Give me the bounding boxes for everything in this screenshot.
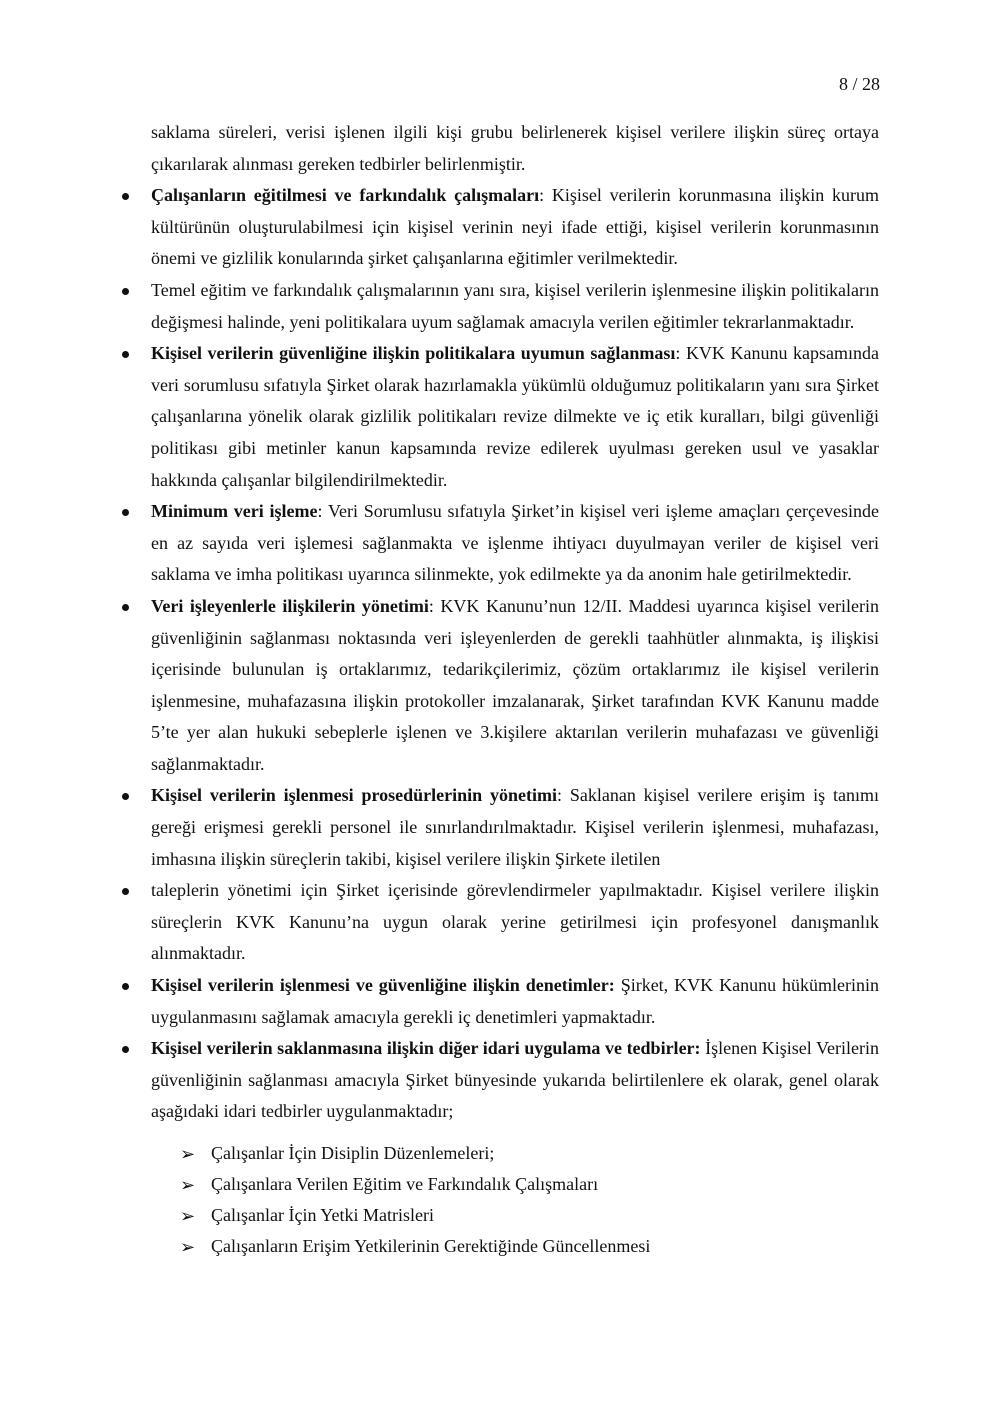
list-item: [151, 970, 879, 1033]
list-item-title: Kişisel verilerin işlenmesi ve güvenliğine ilişkin denetimler:: [151, 975, 615, 996]
bullet-list: [151, 180, 879, 1128]
bullet-icon: [122, 509, 129, 516]
arrow-list: [151, 1138, 879, 1262]
list-item-title: Çalışanların eğitilmesi ve farkındalık çalışmaları: [151, 185, 540, 206]
list-item-text: İşlenen Kişisel Verilerin güvenliğinin sağlanması amacıyla Şirket bünyesinde yukarıda belirtilenlere ek olarak, genel olarak aşağıdaki idari tedbirler uygulanmaktadır;: [151, 1038, 879, 1122]
arrow-list-item: ➢ Çalışanlar İçin Yetki Matrisleri: [211, 1200, 879, 1231]
list-item-title: Minimum veri işleme: [151, 501, 318, 522]
list-item-text: Kişisel verilerin korunmasına ilişkin kurum kültürünün oluşturulabilmesi için kişisel verinin neyi ifade ettiği, kişisel verilerin korunmasının önemi ve gizlilik konularında şirket çalışanlarına eğitimler verilmektedir.: [151, 185, 879, 269]
list-item: Çalışanların eğitilmesi ve farkındalık çalışmaları: Kişisel verilerin korunmasına ilişkin kurum kültürünün oluşturulabilmesi için kişisel verinin neyi ifade ettiği, kişisel verilerin korunmasının önemi ve gizlilik konularında şirket çalışanlarına eğitimler verilmektedir.: [151, 180, 879, 275]
list-item-title: Veri işleyenlerle ilişkilerin yönetimi: [151, 595, 429, 616]
list-item: Veri işleyenlerle ilişkilerin yönetimi: KVK Kanunu’nun 12/II. Maddesi uyarınca kişisel verilerin güvenliğinin sağlanması noktasında veri işleyenlerden de gerekli taahhütler alınmakta, iş ilişkisi içerisinde bulunulan iş ortaklarımız, tedarikçilerimiz, çözüm ortaklarımız ile kişisel verilerin işlenmesine, muhafazasına ilişkin protokoller imzalanarak, Şirket tarafından KVK Kanunu madde 5’te yer alan hukuki sebeplerle işlenen ve 3.kişilere aktarılan verilerin muhafazası ve güvenliği sağlanmaktadır.: [151, 591, 879, 781]
list-item: Kişisel verilerin güvenliğine ilişkin politikalara uyumun sağlanması: KVK Kanunu kapsamında veri sorumlusu sıfatıyla Şirket olarak hazırlamakla yükümlü olduğumuz politikaların yanı sıra Şirket çalışanlarına yönelik olarak gizlilik politikaları revize dilmekte ve iç etik kuralları, bilgi güvenliği politikası gibi metinler kanun kapsamında revize edilerek uyulması gereken usul ve yasaklar hakkında çalışanlar bilgilendirilmektedir.: [151, 338, 879, 496]
list-item: [151, 275, 879, 338]
bullet-icon: [122, 604, 129, 611]
list-item-text: KVK Kanunu kapsamında veri sorumlusu sıfatıyla Şirket olarak hazırlamakla yükümlü olduğumuz politikaların yanı sıra Şirket çalışanlarına yönelik olarak gizlilik politikaları revize dilmekte ve iç etik kuralları, bilgi güvenliği politikası gibi metinler kanun kapsamında revize edilerek uyulması gereken usul ve yasaklar hakkında çalışanlar bilgilendirilmektedir.: [151, 343, 879, 490]
arrow-bullet-icon: ➢: [180, 1144, 196, 1165]
list-item-text: Temel eğitim ve farkındalık çalışmalarının yanı sıra, kişisel verilerin işlenmesine ilişkin politikaların değişmesi halinde, yeni politikalara uyum sağlamak amacıyla verilen eğitimler tekrarlanmaktadır.: [151, 279, 879, 332]
arrow-list-item: ➢ Çalışanlar İçin Disiplin Düzenlemeleri;: [211, 1138, 879, 1169]
arrow-bullet-icon: ➢: [180, 1206, 196, 1227]
list-item-text: taleplerin yönetimi için Şirket içerisinde görevlendirmeler yapılmaktadır. Kişisel verilere ilişkin süreçlerin KVK Kanunu’na uygun olarak yerine getirilmesi için profesyonel danışmanlık alınmaktadır.: [151, 880, 879, 964]
intro-paragraph: saklama süreleri, verisi işlenen ilgili kişi grubu belirlenerek kişisel verilere ilişkin süreç ortaya çıkarılarak alınması gereken tedbirler belirlenmiştir.: [151, 122, 879, 174]
bullet-icon: [122, 1046, 129, 1053]
list-item-title: Kişisel verilerin saklanmasına ilişkin diğer idari uygulama ve tedbirler:: [151, 1038, 701, 1059]
bullet-icon: [122, 888, 129, 895]
document-body: [151, 117, 879, 1262]
arrow-bullet-icon: ➢: [180, 1175, 196, 1196]
list-item: Kişisel verilerin işlenmesi prosedürlerinin yönetimi: Saklanan kişisel verilere erişim iş tanımı gereği erişmesi gerekli personel ile sınırlandırılmaktadır. Kişisel verilerin işlenmesi, muhafazası, imhasına ilişkin süreçlerin takibi, kişisel verilere ilişkin Şirkete iletilen: [151, 780, 879, 875]
list-item: Minimum veri işleme: Veri Sorumlusu sıfatıyla Şirket’in kişisel veri işleme amaçları çerçevesinde en az sayıda veri işlemesi sağlanmakta ve işlenme ihtiyacı duyulmayan veriler de kişisel veri saklama ve imha politikası uyarınca silinmekte, yok edilmekte ya da anonim hale getirilmektedir.: [151, 496, 879, 591]
bullet-icon: [122, 193, 129, 200]
list-item: [151, 875, 879, 970]
list-item-text: Şirket, KVK Kanunu hükümlerinin uygulanmasını sağlamak amacıyla gerekli iç denetimleri yapmaktadır.: [151, 975, 880, 1027]
list-item: [151, 1033, 879, 1128]
list-item-text: Saklanan kişisel verilere erişim iş tanımı gereği erişmesi gerekli personel ile sınırlandırılmaktadır. Kişisel verilerin işlenmesi, muhafazası, imhasına ilişkin süreçlerin takibi, kişisel verilere ilişkin Şirkete iletilen: [151, 785, 879, 869]
arrow-list-item: ➢ Çalışanlara Verilen Eğitim ve Farkındalık Çalışmaları: [211, 1169, 879, 1200]
arrow-list-item: ➢ Çalışanların Erişim Yetkilerinin Gerektiğinde Güncellenmesi: [211, 1231, 879, 1262]
page-number: 8 / 28: [838, 74, 880, 94]
bullet-icon: [122, 793, 129, 800]
list-item-text: KVK Kanunu’nun 12/II. Maddesi uyarınca kişisel verilerin güvenliğinin sağlanması noktasında veri işleyenlerden de gerekli taahhütler alınmakta, iş ilişkisi içerisinde bulunulan iş ortaklarımız, tedarikçilerimiz, çözüm ortaklarımız ile kişisel verilerin işlenmesine, muhafazasına ilişkin protokoller imzalanarak, Şirket tarafından KVK Kanunu madde 5’te yer alan hukuki sebeplerle işlenen ve 3.kişilere aktarılan verilerin muhafazası ve güvenliği sağlanmaktadır.: [151, 595, 879, 774]
bullet-icon: [122, 351, 129, 358]
list-item-title: Kişisel verilerin güvenliğine ilişkin politikalara uyumun sağlanması: [151, 343, 676, 364]
bullet-icon: [122, 288, 129, 295]
arrow-bullet-icon: ➢: [180, 1237, 196, 1258]
list-item-title: Kişisel verilerin işlenmesi prosedürlerinin yönetimi: [151, 785, 557, 806]
list-item-text: Veri Sorumlusu sıfatıyla Şirket’in kişisel veri işleme amaçları çerçevesinde en az sayıda veri işlemesi sağlanmakta ve işlenme ihtiyacı duyulmayan veriler de kişisel veri saklama ve imha politikası uyarınca silinmekte, yok edilmekte ya da anonim hale getirilmektedir.: [151, 501, 879, 585]
bullet-icon: [122, 983, 129, 990]
